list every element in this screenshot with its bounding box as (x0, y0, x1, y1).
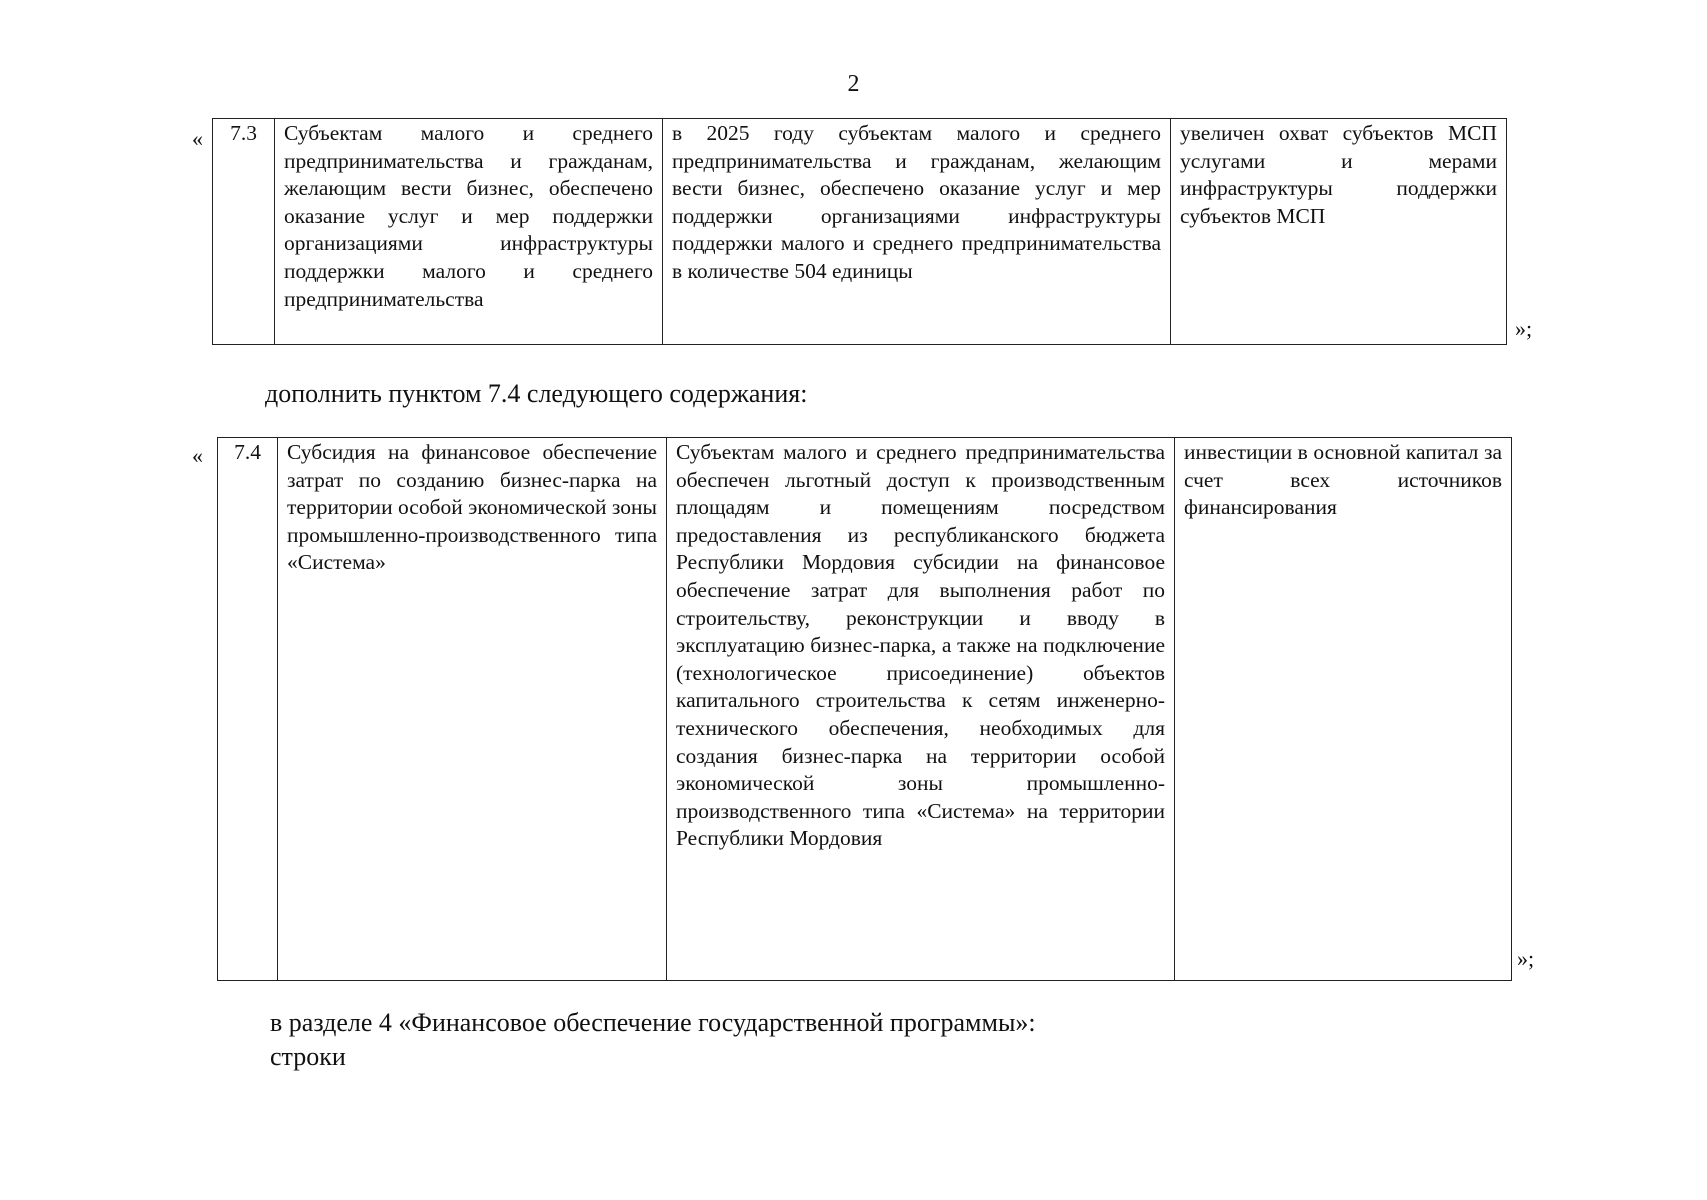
table-row (213, 119, 1507, 345)
result-cell: увеличен охват субъектов МСП услугами и мерами инфраструктуры поддержки субъектов МСП (1171, 119, 1507, 345)
paragraph-add-item: дополнить пунктом 7.4 следующего содержания: (265, 379, 808, 408)
table-row-7-3 (212, 118, 1507, 345)
paragraph-rows: строки (270, 1042, 346, 1071)
paragraph-section-4: в разделе 4 «Финансовое обеспечение государственной программы»: (270, 1008, 1036, 1037)
table-row (218, 438, 1512, 981)
page-number: 2 (847, 71, 860, 97)
table1-open-quote: « (192, 126, 203, 151)
table2-open-quote: « (192, 443, 203, 468)
result-cell: инвестиции в основной капитал за счет всех источников финансирования (1175, 438, 1512, 981)
row-number: 7.3 (213, 119, 275, 345)
table-row-7-4 (217, 437, 1512, 981)
task-cell: Субсидия на финансовое обеспечение затрат по созданию бизнес-парка на территории особой экономической зоны промышленно-производственного типа «Система» (278, 438, 667, 981)
description-cell: Субъектам малого и среднего предпринимательства обеспечен льготный доступ к производственным площадям и помещениям посредством предоставления из республиканского бюджета Республики Мордовия субсидии на финансовое обеспечение затрат для выполнения работ по строительству, реконструкции и вводу в эксплуатацию бизнес-парка, а также на подключение (технологическое присоединение) объектов капитального строительства к сетям инженерно-технического обеспечения, необходимых для создания бизнес-парка на территории особой экономической зоны промышленно-производственного типа «Система» на территории Республики Мордовия (667, 438, 1175, 981)
description-cell: в 2025 году субъектам малого и среднего предпринимательства и гражданам, желающим вести бизнес, обеспечено оказание услуг и мер поддержки организациями инфраструктуры поддержки малого и среднего предпринимательства в количестве 504 единицы (663, 119, 1171, 345)
row-number: 7.4 (218, 438, 278, 981)
table1-close-quote: »; (1515, 316, 1533, 341)
task-cell: Субъектам малого и среднего предпринимательства и гражданам, желающим вести бизнес, обеспечено оказание услуг и мер поддержки организациями инфраструктуры поддержки малого и среднего предпринимательства (275, 119, 663, 345)
table2-close-quote: »; (1517, 946, 1535, 971)
